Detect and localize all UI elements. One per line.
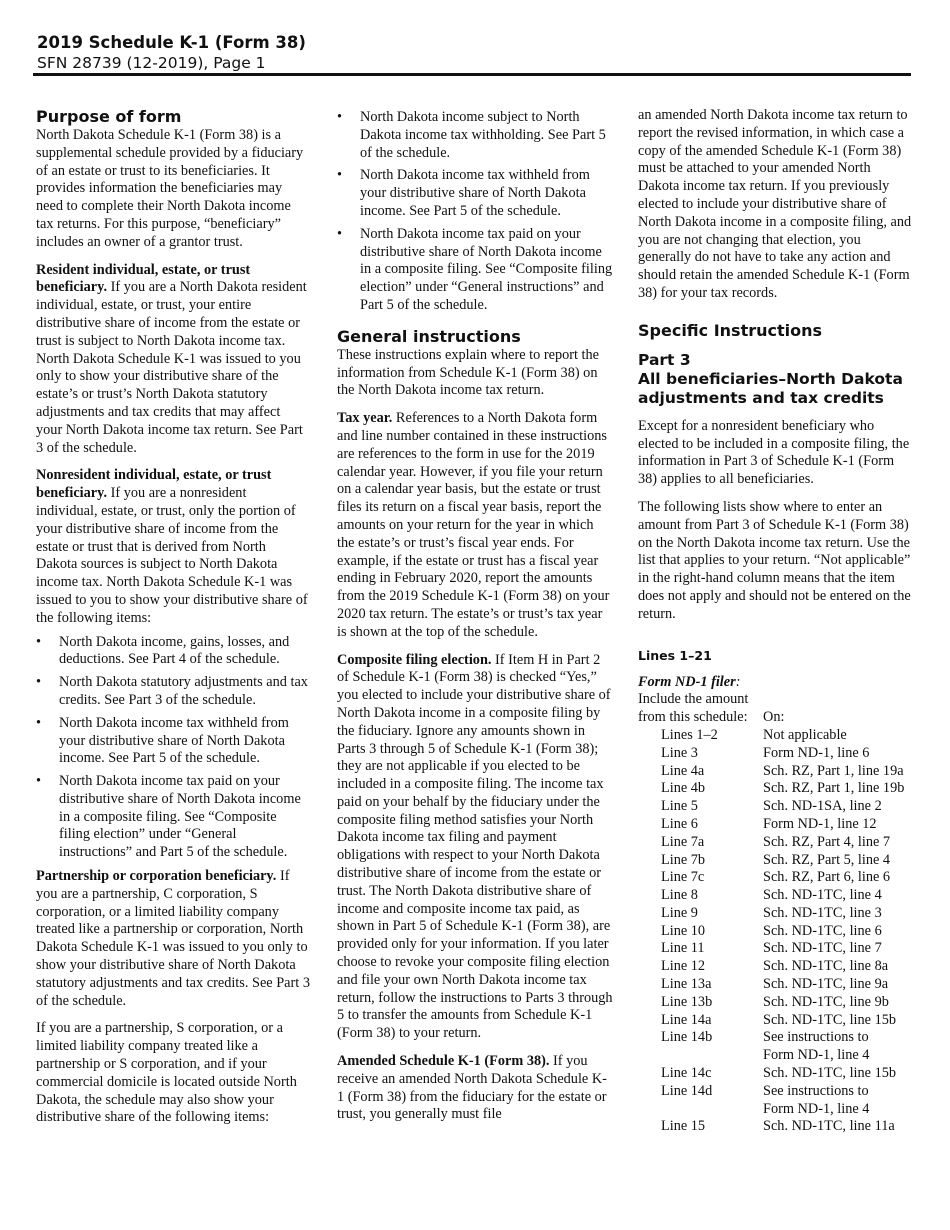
return-target-cell <box>763 1012 904 1030</box>
return-target-text: Sch. ND-1TC, line 15b <box>763 1011 897 1028</box>
return-target-cell <box>763 727 904 745</box>
amended-continued: an amended North Dakota income tax return to report the revised information, in which case a copy of the amended Schedule K-1 (Form 38) must be attached to your amended North Dakota income tax return. If you previously elected to include your distributive share of North Dakota income in a composite filing, and you are not changing that election, you generally do not have to take any action and should retain the amended Schedule K-1 (Form 38) for your tax records. <box>638 107 912 301</box>
return-target-text: Sch. RZ, Part 4, line 7 <box>763 833 891 850</box>
table-row <box>638 905 904 923</box>
purpose-text: North Dakota Schedule K-1 (Form 38) is a supplemental schedule provided by a fiduciary of an estate or trust to its beneficiaries. It provides information the beneficiaries may need to complete their North Dakota income tax returns. For this purpose, “beneficiary” includes an owner of a grantor trust. <box>36 127 304 250</box>
schedule-line-cell: Line 14d <box>661 1082 713 1099</box>
amended-text: If you receive an amended North Dakota Schedule K-1 (Form 38) from the fiduciary for the estate or trust, you generally must file <box>337 1053 607 1123</box>
from-column-header: from this schedule: <box>638 709 748 726</box>
return-target-cell <box>763 1083 904 1119</box>
table-row <box>638 887 904 905</box>
return-target-text: Sch. RZ, Part 1, line 19b <box>763 780 905 797</box>
return-target-text: Sch. ND-1TC, line 6 <box>763 922 882 939</box>
resident-lead: Resident individual, estate, or trust beneficiary. <box>36 261 251 296</box>
return-target-text: Sch. ND-1TC, line 3 <box>763 904 882 921</box>
except-paragraph: Except for a nonresident beneficiary who elected to be included in a composite filing, the information in Part 3 of Schedule K-1 (Form 38) applies to all beneficiaries. <box>638 417 910 488</box>
return-target-text-cont: Form ND-1, line 4 <box>763 1047 870 1064</box>
schedule-line-cell: Line 11 <box>661 940 705 957</box>
return-target-cell <box>763 869 904 887</box>
return-target-cell <box>763 745 904 763</box>
list-item: • North Dakota income tax paid on your distributive share of North Dakota income in a composite filing. See “Composite filing election” under “General instructions” and Part 5 of the schedule. <box>337 226 613 315</box>
table-row <box>638 1065 904 1083</box>
return-target-text: Sch. ND-1TC, line 8a <box>763 958 889 975</box>
schedule-line-cell: Line 7c <box>661 869 705 886</box>
table-row <box>638 763 904 781</box>
table-row <box>638 816 904 834</box>
list-item: • North Dakota statutory adjustments and tax credits. See Part 3 of the schedule. <box>36 674 310 710</box>
list-item: • North Dakota income, gains, losses, and deductions. See Part 4 of the schedule. <box>36 634 310 670</box>
table-row <box>638 923 904 941</box>
return-target-cell <box>763 887 904 905</box>
table-row <box>638 1083 904 1119</box>
return-target-cell <box>763 834 904 852</box>
general-heading: General instructions <box>337 326 521 346</box>
lists-paragraph: The following lists show where to enter an amount from Part 3 of Schedule K-1 (Form 38) on the North Dakota income tax return. Use the list that applies to your return. “Not applicable” in the right-hand column means that the item does not apply and should not be entered on the return. <box>638 498 911 622</box>
return-target-cell <box>763 940 904 958</box>
schedule-line-cell: Line 4a <box>661 762 705 779</box>
schedule-line-cell: Line 5 <box>661 798 698 815</box>
nonresident-lead: Nonresident individual, estate, or trust beneficiary. <box>36 467 272 502</box>
purpose-heading: Purpose of form <box>36 107 182 126</box>
return-target-text: Sch. ND-1TC, line 15b <box>763 1065 897 1082</box>
schedule-line-cell: Line 14b <box>661 1029 713 1046</box>
commercial-paragraph: If you are a partnership, S corporation, or a limited liability company treated like a partnership or S corporation, and if your commercial domicile is located outside North Dakota, the schedule may also show your distributive share of the following items: <box>36 1020 297 1126</box>
part3-title: All beneficiaries–North Dakota adjustments and tax credits <box>638 369 903 407</box>
taxyear-lead: Tax year. <box>337 410 393 427</box>
part3-heading <box>638 351 914 408</box>
table-header-row <box>638 709 904 727</box>
table-row <box>638 1118 904 1136</box>
return-target-text: See instructions to <box>763 1082 869 1099</box>
nonresident-text: If you are a nonresident individual, estate, or trust, only the portion of your distributive share of income from the estate or trust that is derived from North Dakota sources is subject to North Dakota income tax. North Dakota Schedule K-1 was issued to you to show your distributive share of the following items: <box>36 485 308 626</box>
return-target-cell <box>763 798 904 816</box>
nonresident-paragraph <box>36 467 310 627</box>
return-target-cell <box>763 958 904 976</box>
table-row <box>638 780 904 798</box>
return-target-text: Form ND-1, line 6 <box>763 744 870 761</box>
return-target-cell <box>763 816 904 834</box>
composite-paragraph <box>337 652 613 1044</box>
amended-paragraph <box>337 1053 613 1124</box>
schedule-line-cell: Line 7b <box>661 851 706 868</box>
amended-lead: Amended Schedule K-1 (Form 38). <box>337 1053 550 1070</box>
return-target-text: Sch. RZ, Part 6, line 6 <box>763 869 891 886</box>
return-target-cell <box>763 1029 904 1065</box>
return-target-cell <box>763 763 904 781</box>
schedule-line-cell: Line 6 <box>661 815 698 832</box>
composite-text: If Item H in Part 2 of Schedule K-1 (Form 38) is checked “Yes,” you elected to include your distributive share of North Dakota income in a composite filing by the fiduciary. Ignore any amounts shown in Parts 3 through 5 of Schedule K-1 (Form 38); they are not applicable if you elected to be included in a composite filing. The income tax paid on your behalf by the fiduciary under the composite filing method satisfies your North Dakota income tax filing and payment obligations with respect to your North Dakota distributive share of income from the estate or trust. The North Dakota distributive share of income and composite income tax paid, as shown in Part 5 of Schedule K-1 (Form 38), are provided only for your information. If you later choose to revoke your composite filing election and file your own North Dakota income tax return, follow the instructions to Parts 3 through 5 to transfer the amounts from Schedule K-1 (Form 38) to your return. <box>337 651 613 1042</box>
filer-label-text: Form ND-1 filer <box>638 673 736 690</box>
include-label: Include the amount <box>638 691 749 708</box>
return-target-text: Sch. ND-1TC, line 9b <box>763 993 889 1010</box>
return-target-cell <box>763 905 904 923</box>
table-row <box>638 745 904 763</box>
form-title: 2019 Schedule K-1 (Form 38) <box>37 33 306 52</box>
return-target-cell <box>763 1065 904 1083</box>
table-row <box>638 976 904 994</box>
return-target-cell <box>763 780 904 798</box>
page-header <box>37 33 911 73</box>
commercial-bullets <box>337 109 613 315</box>
list-item: • North Dakota income tax withheld from your distributive share of North Dakota income. See Part 5 of the schedule. <box>36 715 310 768</box>
schedule-line-cell: Line 10 <box>661 922 706 939</box>
return-target-text: Sch. RZ, Part 5, line 4 <box>763 851 891 868</box>
schedule-line-cell: Line 4b <box>661 780 706 797</box>
table-row <box>638 1029 904 1065</box>
schedule-line-cell: Line 14c <box>661 1065 712 1082</box>
schedule-line-cell: Lines 1–2 <box>661 726 718 743</box>
table-row <box>638 852 904 870</box>
list-item: • North Dakota income subject to North Dakota income tax withholding. See Part 5 of the schedule. <box>337 109 613 162</box>
specific-heading: Specific Instructions <box>638 320 823 340</box>
column-2 <box>337 107 613 1124</box>
return-target-text-cont: Form ND-1, line 4 <box>763 1100 870 1117</box>
filer-label <box>638 674 914 692</box>
return-target-cell <box>763 923 904 941</box>
column-1 <box>36 107 310 1127</box>
table-row <box>638 798 904 816</box>
schedule-line-cell: Line 14a <box>661 1011 712 1028</box>
resident-paragraph <box>36 262 310 458</box>
partnership-lead: Partnership or corporation beneficiary. <box>36 868 277 885</box>
form-subtitle: SFN 28739 (12-2019), Page 1 <box>37 54 266 72</box>
list-item: • North Dakota income tax withheld from your distributive share of North Dakota income. See Part 5 of the schedule. <box>337 167 613 220</box>
on-column-header: On: <box>763 709 785 726</box>
return-target-cell <box>763 994 904 1012</box>
partnership-text: If you are a partnership, C corporation, S corporation, or a limited liability company treated like a partnership or corporation, North Dakota Schedule K-1 was issued to you only to show your distributive share of North Dakota statutory adjustments and tax credits. See Part 3 of the schedule. <box>36 868 310 1009</box>
schedule-line-cell: Line 13b <box>661 993 713 1010</box>
schedule-line-cell: Line 8 <box>661 887 698 904</box>
return-target-text: Sch. ND-1TC, line 4 <box>763 887 882 904</box>
return-target-text: Sch. ND-1TC, line 9a <box>763 976 889 993</box>
schedule-line-cell: Line 3 <box>661 744 698 761</box>
table-row <box>638 834 904 852</box>
schedule-line-cell: Line 12 <box>661 958 706 975</box>
table-row <box>638 958 904 976</box>
return-target-text: See instructions to <box>763 1029 869 1046</box>
composite-lead: Composite filing election. <box>337 651 492 668</box>
taxyear-paragraph <box>337 410 613 641</box>
line-mapping-table <box>638 709 904 1136</box>
header-rule <box>33 73 911 76</box>
list-item: • North Dakota income tax paid on your distributive share of North Dakota income in a composite filing. See “Composite filing election” under “General instructions” and Part 5 of the schedule. <box>36 773 310 862</box>
schedule-line-cell: Line 15 <box>661 1118 706 1135</box>
return-target-cell <box>763 976 904 994</box>
taxyear-text: References to a North Dakota form and line number contained in these instructions are references to the form in use for the 2019 calendar year. However, if you file your return on a calendar year basis, but the estate or trust files its return on a fiscal year basis, report the amounts on your return for the year in which the estate’s or trust’s fiscal year ends. For example, if the estate or trust has a fiscal year ending in February 2020, report the amounts from the 2019 Schedule K-1 (Form 38) on your 2020 tax return. The estate’s or trust’s tax year is shown at the top of the schedule. <box>337 410 610 640</box>
filer-label-colon: : <box>735 673 741 690</box>
lines-heading: Lines 1–21 <box>638 647 712 663</box>
column-3 <box>638 107 914 1136</box>
nonresident-bullets <box>36 634 310 863</box>
return-target-cell <box>763 1118 904 1136</box>
table-row <box>638 727 904 745</box>
part3-label: Part 3 <box>638 350 691 369</box>
schedule-line-cell: Line 9 <box>661 904 698 921</box>
return-target-text: Form ND-1, line 12 <box>763 815 877 832</box>
table-row <box>638 1012 904 1030</box>
table-row <box>638 994 904 1012</box>
return-target-text: Sch. ND-1SA, line 2 <box>763 798 882 815</box>
schedule-line-cell: Line 13a <box>661 976 712 993</box>
partnership-paragraph <box>36 868 310 1010</box>
schedule-line-cell: Line 7a <box>661 833 705 850</box>
return-target-text: Sch. RZ, Part 1, line 19a <box>763 762 904 779</box>
table-row <box>638 869 904 887</box>
return-target-text: Sch. ND-1TC, line 7 <box>763 940 882 957</box>
return-target-cell <box>763 852 904 870</box>
resident-text: If you are a North Dakota resident individual, estate, or trust, your entire distributive share of income from the estate or trust is subject to North Dakota income tax. North Dakota Schedule K-1 was issued to you only to show your distributive share of the estate’s or trust’s North Dakota statutory adjustments and tax credits that may affect your North Dakota income tax return. See Part 3 of the schedule. <box>36 279 307 456</box>
return-target-text: Sch. ND-1TC, line 11a <box>763 1118 895 1135</box>
return-target-text: Not applicable <box>763 726 847 743</box>
table-row <box>638 940 904 958</box>
general-text: These instructions explain where to report the information from Schedule K-1 (Form 38) on the North Dakota income tax return. <box>337 346 600 399</box>
